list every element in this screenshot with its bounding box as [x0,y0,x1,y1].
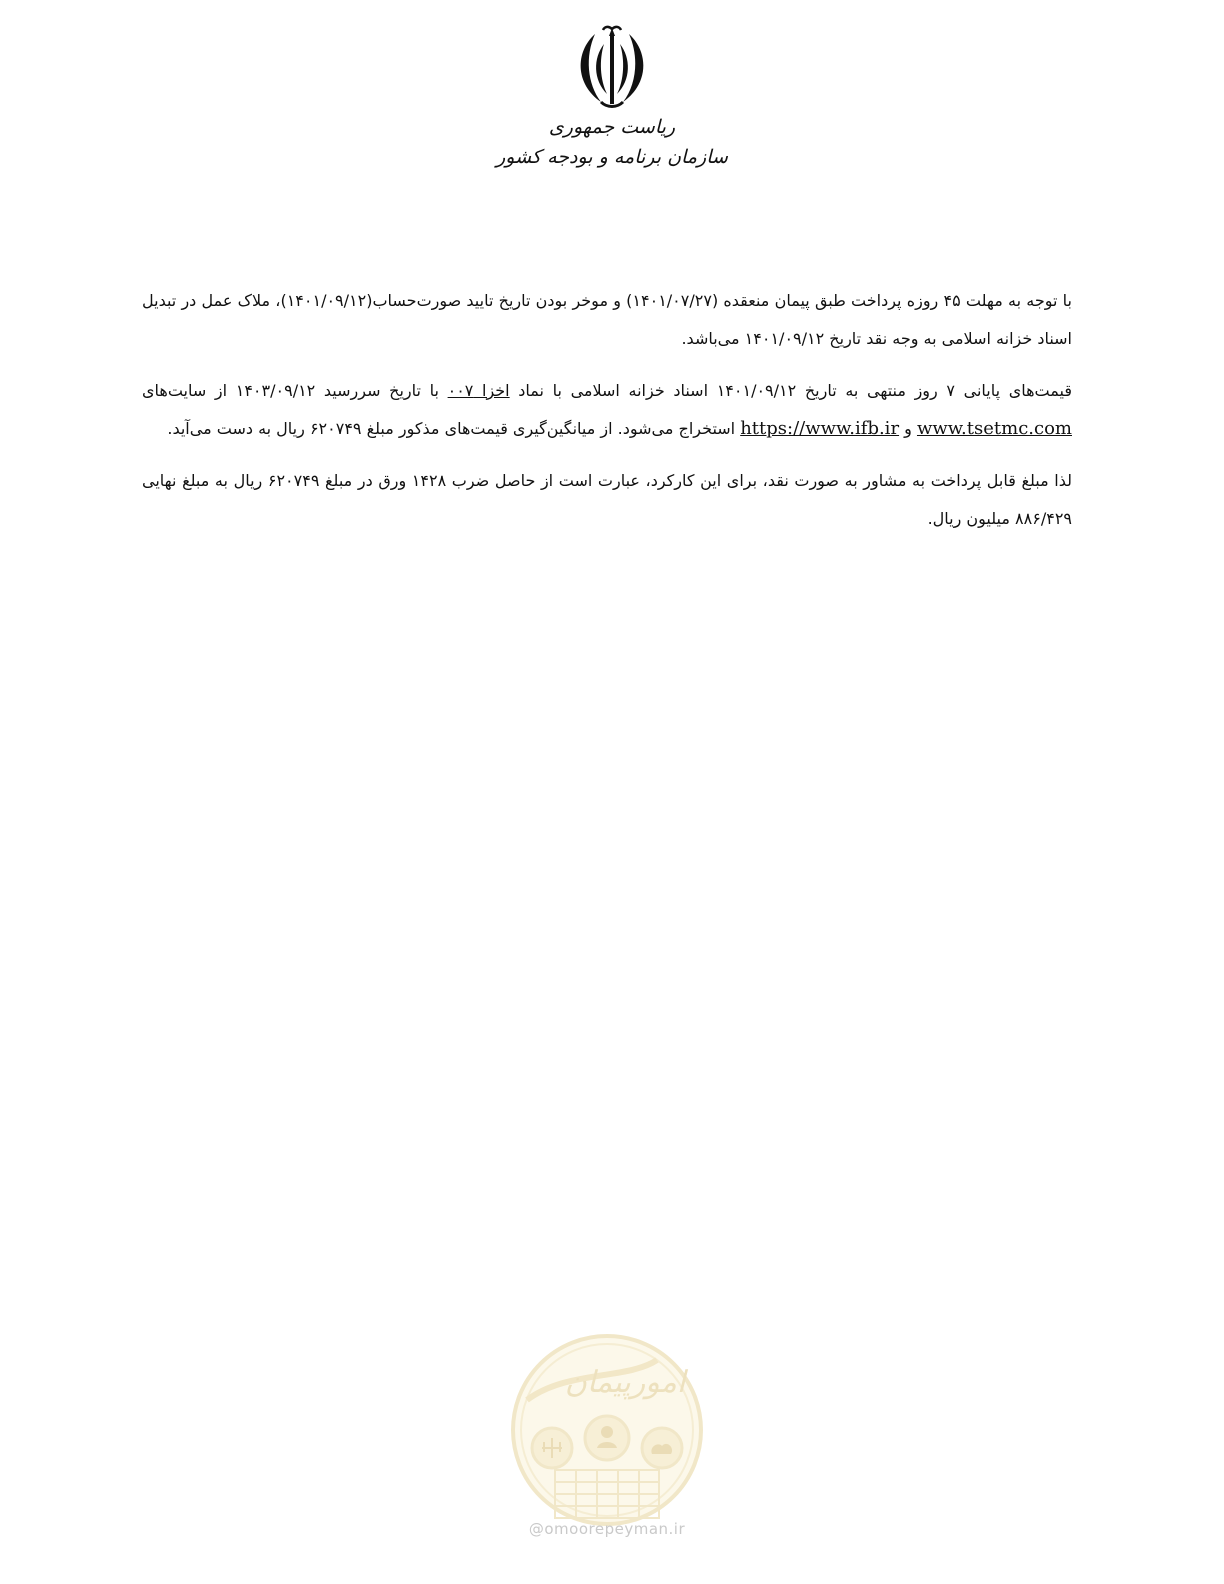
paragraph-2-and: و [899,419,917,438]
org-name-pbo: سازمان برنامه و بودجه کشور [496,146,728,168]
ifb-link[interactable]: https://www.ifb.ir [740,418,900,439]
letter-body [142,282,1072,552]
paragraph-2-part-b: با تاریخ سررسید ۱۴۰۳/۰۹/۱۲ از سایت‌های [142,381,448,400]
watermark-logo-icon [507,1330,707,1530]
paragraph-1: با توجه به مهلت ۴۵ روزه پرداخت طبق پیمان منعقده (۱۴۰۱/۰۷/۲۷) و موخر بودن تاریخ تایید صورت‌حساب(۱۴۰۱/۰۹/۱۲)، ملاک عمل در تبدیل اسناد خزانه اسلامی به وجه نقد تاریخ ۱۴۰۱/۰۹/۱۲ می‌باشد. [142,291,1073,348]
paragraph-2 [142,372,1072,448]
paragraph-2-part-a: قیمت‌های پایانی ۷ روز منتهی به تاریخ ۱۴۰۱/۰۹/۱۲ اسناد خزانه اسلامی با نماد [509,381,1072,400]
watermark-url: @omoorepeyman.ir [528,1520,686,1538]
watermark-logo-text: امورپیمان [564,1365,686,1400]
org-name-presidency: ریاست جمهوری [548,116,676,138]
iran-emblem-icon [567,22,657,112]
paragraph-3: لذا مبلغ قابل پرداخت به مشاور به صورت نقد، برای این کارکرد، عبارت است از حاصل ضرب ۱۴۲۸ ورق در مبلغ ۶۲۰۷۴۹ ریال به مبلغ نهایی ۸۸۶/۴۲۹ میلیون ریال. [142,471,1072,528]
tsetmc-link[interactable]: www.tsetmc.com [916,418,1072,439]
letterhead [0,22,1224,168]
treasury-symbol: اخزا ۰۰۷ [447,381,510,400]
paragraph-2-part-c: استخراج می‌شود. از میانگین‌گیری قیمت‌های مذکور مبلغ ۶۲۰۷۴۹ ریال به دست می‌آید. [167,419,741,438]
